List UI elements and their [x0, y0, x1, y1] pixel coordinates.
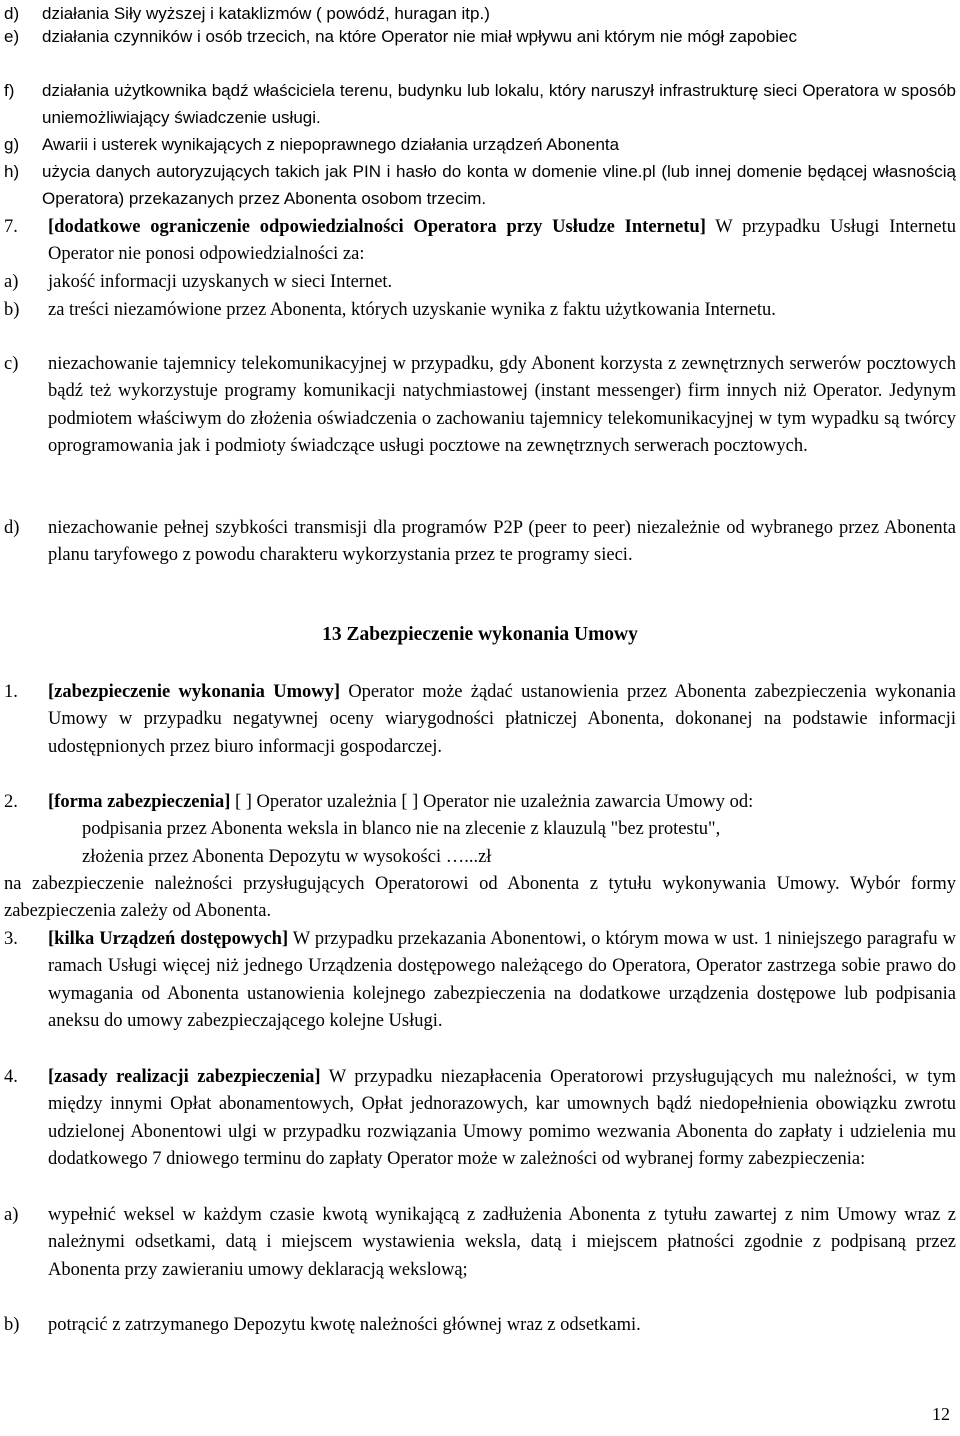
list-text: jakość informacji uzyskanych w sieci Internet. [48, 272, 393, 292]
paragraph-number: 1. [4, 682, 18, 702]
list-text: podpisania przez Abonenta weksla in blanco nie na zlecenie z klauzulą "bez protestu", [82, 819, 721, 839]
paragraph-number: 3. [4, 929, 18, 949]
paragraph-2-continuation [4, 871, 956, 926]
paragraph-text: W przypadku Usługi Internetu Operator nie ponosi odpowiedzialności za: [48, 217, 956, 265]
list-text: działania czynników i osób trzecich, na które Operator nie miał wpływu ani którym nie mógł zapobiec [42, 27, 797, 46]
page-number: 12 [932, 1404, 950, 1424]
list-text: niezachowanie pełnej szybkości transmisji dla programów P2P (peer to peer) niezależnie od wybranego przez Abonenta planu taryfowego z powodu charakteru wykorzystania przez te programy sieci. [48, 518, 956, 566]
paragraph-number: 7. [4, 217, 18, 237]
paragraph-text: W przypadku niezapłacenia Operatorowi przysługujących mu należności, w tym między innymi Opłat abonamentowych, Opłat jednorazowych, kar umownych bądź niedopełnienia obowiązku zwrotu udzielonej Abonentowi ulgi w przypadku rozwiązania Umowy pomimo wezwania Abonenta do zapłaty i udzielenia mu dodatkowego 7 dniowego terminu do zapłaty Operator może w zależności od wybranej formy zabezpieczenia: [48, 1067, 956, 1169]
list-marker: d) [4, 4, 20, 23]
paragraph-heading: [forma zabezpieczenia] [48, 792, 231, 812]
list-marker: c) [4, 354, 19, 374]
paragraph-text: na zabezpieczenie należności przysługujących Operatorowi od Abonenta z tytułu wykonywania Umowy. Wybór formy zabezpieczenia zależy od Abonenta. [4, 874, 956, 922]
list-marker: b) [4, 1315, 20, 1335]
list-marker: g) [4, 135, 20, 154]
sub-item-7c [0, 351, 956, 460]
bullet-item [0, 816, 956, 843]
list-item-g [0, 131, 950, 158]
list-marker: h) [4, 162, 20, 181]
list-text: potrącić z zatrzymanego Depozytu kwotę należności głównej wraz z odsetkami. [48, 1315, 641, 1335]
sub-item-7a [0, 269, 956, 296]
bullet-icon [0, 844, 82, 871]
sub-item-4a [0, 1202, 956, 1284]
paragraph-heading: [dodatkowe ograniczenie odpowiedzialności Operatora przy Usłudze Internetu] [48, 217, 706, 237]
section-title: 13 Zabezpieczenie wykonania Umowy [322, 624, 638, 645]
list-item-e [0, 23, 956, 50]
list-marker: b) [4, 300, 20, 320]
paragraph-heading: [zabezpieczenie wykonania Umowy] [48, 682, 341, 702]
paragraph-text: [ ] Operator uzależnia [ ] Operator nie uzależnia zawarcia Umowy od: [230, 792, 754, 812]
paragraph-text: Operator może żądać ustanowienia przez Abonenta zabezpieczenia wykonania Umowy w przypadku negatywnej oceny wiarygodności płatniczej Abonenta, dokonanej na podstawie informacji udostępnionych przez biuro informacji gospodarczej. [48, 682, 957, 757]
paragraph-text: W przypadku przekazania Abonentowi, o którym mowa w ust. 1 niniejszego paragrafu w ramach Usługi więcej niż jednego Urządzenia dostępowego należącego do Operatora, Operator zastrzega sobie prawo do wymagania od Abonenta ustanowienia kolejnego zabezpieczenia na dodatkowe urządzenia dostępowe lub podpisania aneksu do umowy zabezpieczającego kolejne Usługi. [48, 929, 956, 1031]
list-marker: f) [4, 81, 15, 100]
list-marker: a) [4, 1205, 19, 1225]
list-marker: e) [4, 27, 20, 46]
sub-item-7b [0, 297, 956, 324]
paragraph-heading: [zasady realizacji zabezpieczenia] [48, 1067, 321, 1087]
sub-item-4b [0, 1312, 956, 1339]
paragraph-4 [0, 1064, 956, 1173]
list-text: użycia danych autoryzujących takich jak PIN i hasło do konta w domenie vline.pl (lub innej domenie będącej własnością Operatora) przekazanych przez Abonenta osobom trzecim. [42, 162, 956, 208]
list-text: za treści niezamówione przez Abonenta, których uzyskanie wynika z faktu użytkowania Internetu. [48, 300, 776, 320]
list-text: działania Siły wyższej i kataklizmów ( powódź, huragan itp.) [42, 4, 490, 23]
paragraph-3 [0, 926, 956, 1035]
list-text: wypełnić weksel w każdym czasie kwotą wynikającą z zadłużenia Abonenta z tytułu zawartej z nim Umowy wraz z należnymi odsetkami, datą i miejscem wystawienia weksla, datą i miejscem płatności zgodnie z podpisaną przez Abonenta przy zawieraniu umowy deklaracją wekslową; [48, 1205, 956, 1280]
list-item-f [0, 77, 956, 131]
list-marker: d) [4, 518, 20, 538]
paragraph-heading: [kilka Urządzeń dostępowych] [48, 929, 289, 949]
list-item-h [0, 158, 956, 212]
list-marker: a) [4, 272, 19, 292]
paragraph-1 [0, 679, 956, 761]
list-text: Awarii i usterek wynikających z niepoprawnego działania urządzeń Abonenta [42, 135, 620, 154]
bullet-icon [0, 816, 82, 843]
paragraph-7 [0, 214, 956, 269]
sub-item-7d [0, 515, 956, 570]
list-text: działania użytkownika bądź właściciela terenu, budynku lub lokalu, który naruszył infrastrukturę sieci Operatora w sposób uniemożliwiający świadczenie usługi. [42, 81, 956, 127]
bullet-item [0, 844, 956, 871]
list-text: złożenia przez Abonenta Depozytu w wysokości …...zł [82, 847, 492, 867]
list-text: niezachowanie tajemnicy telekomunikacyjnej w przypadku, gdy Abonent korzysta z zewnętrznych serwerów pocztowych bądź też wykorzystuje programy komunikacji natychmiastowej (instant messenger) firm innych niż Operator. Jedynym podmiotem właściwym do złożenia oświadczenia o zachowaniu tajemnicy telekomunikacyjnej w tym wypadku są twórcy oprogramowania jak i podmioty świadczące usługi pocztowe na zewnętrznych serwerach pocztowych. [48, 354, 956, 456]
paragraph-number: 2. [4, 792, 18, 812]
paragraph-number: 4. [4, 1067, 18, 1087]
paragraph-2 [0, 789, 956, 816]
